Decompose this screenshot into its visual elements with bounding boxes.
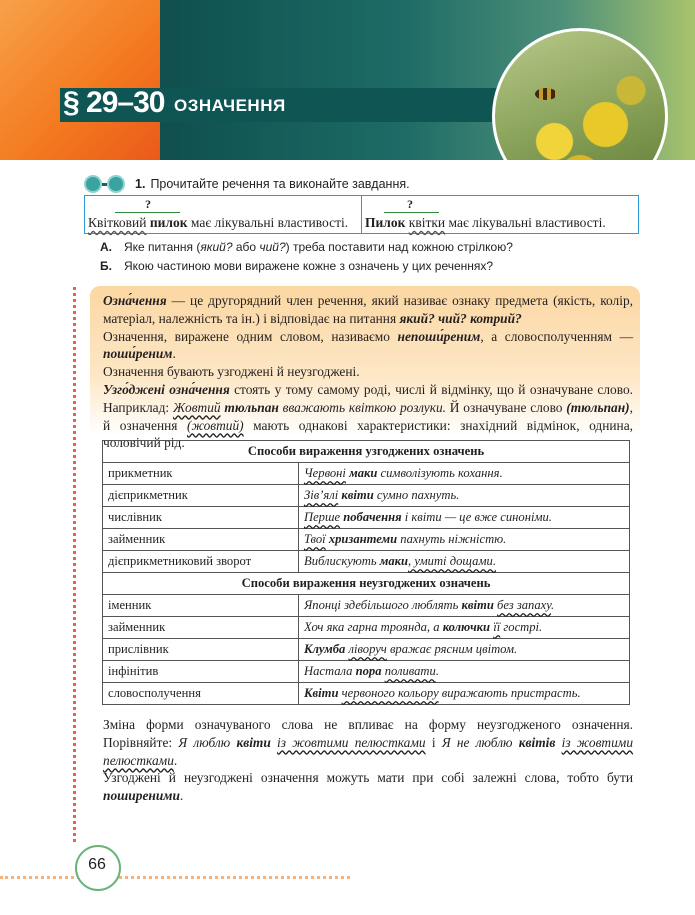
sentence-2	[361, 196, 638, 233]
chapter-header	[0, 0, 695, 160]
orange-hex-pattern	[0, 0, 160, 160]
means-table	[102, 440, 630, 705]
sentence-2-subject: Пилок	[365, 215, 406, 230]
sentence-1-attribute: Квітковий	[88, 215, 147, 230]
table-row: прислівник Клумба ліворуч вражає рясним цвітом.	[103, 639, 630, 661]
definition-extended: Означення, виражене одним словом, називаємо непоши́реним, а словосполученням — поши́реним.	[103, 328, 633, 362]
question-mark: ?	[145, 197, 151, 211]
comparison-paragraph: Зміна форми означуваного слова не впливає на форму неузгодженого означення. Порівняйте: Я люблю квіти із жовтими пелюстками і Я не люблю квітів із жовтими пелюстками.	[103, 717, 634, 768]
sentence-1	[85, 196, 361, 233]
table-row: словосполучення Квіти червоного кольору виражають пристрасть.	[103, 683, 630, 705]
sentence-1-subject: пилок	[149, 215, 188, 230]
page-number: 66	[88, 856, 106, 873]
glasses-icon	[84, 175, 125, 193]
task-number: 1.	[135, 177, 146, 191]
dotted-margin-line	[73, 287, 76, 842]
definition-types: Означення бувають узгоджені й неузгоджені.	[103, 364, 360, 380]
table-row: займенник Хоч яка гарна троянда, а колючки її гострі.	[103, 617, 630, 639]
page-title: ОЗНАЧЕННЯ	[174, 96, 286, 115]
table-heading-row: Способи вираження узгоджених означень	[103, 441, 630, 463]
theory-text	[103, 292, 633, 452]
definition-agreed: Узго́джені озна́чення стоять у тому самому роді, числі й відмінку, що й означуване слово. Наприклад: Жовтий тюльпан вважають квіткою розлуки. Й означуване слово (тюльпан), й означення (жовтий) мають однакові характеристики: знахідний відмінок, однина, чоловічий рід.	[103, 381, 633, 451]
table-row: інфінітив Настала пора поливати.	[103, 661, 630, 683]
table-heading-row: Способи вираження неузгоджених означень	[103, 573, 630, 595]
bottom-explanation	[103, 716, 633, 805]
task-text: Прочитайте речення та виконайте завдання.	[150, 177, 410, 191]
arrow-icon	[115, 212, 180, 213]
table-row: дієприкметник Зів’ялі квіти сумно пахнуть.	[103, 485, 630, 507]
table-row: іменник Японці здебільшого люблять квіти без запаху.	[103, 595, 630, 617]
table-row: числівник Перше побачення і квіти — це вже синоніми.	[103, 507, 630, 529]
bee-icon	[535, 88, 557, 100]
sentence-2-attribute: квітки	[408, 215, 446, 230]
definition: Озна́чення — це другорядний член речення, який називає ознаку предмета (якість, колір, матеріал, належність та ін.) і відповідає на питання який? чий? котрий?	[103, 293, 633, 326]
arrow-icon	[384, 212, 439, 213]
table-row: дієприкметниковий зворот Виблискують маки, умиті дощами.	[103, 551, 630, 573]
question-a: А. Яке питання (який? або чий?) треба поставити над кожною стрілкою?	[100, 240, 513, 254]
question-mark: ?	[407, 197, 413, 211]
example-sentences-box	[84, 195, 639, 234]
table-row: займенник Твої хризантеми пахнуть ніжністю.	[103, 529, 630, 551]
task-instruction	[84, 175, 410, 193]
sentence-2-rest: має лікувальні властивості.	[448, 215, 606, 230]
table-row: прикметник Червоні маки символізують кохання.	[103, 463, 630, 485]
paragraph-number: § 29–30	[63, 86, 165, 119]
footer-dotted-line	[0, 876, 350, 879]
sentence-1-rest: має лікувальні властивості.	[190, 215, 349, 230]
extended-note: Узгоджені й неузгоджені означення можуть мати при собі залежні слова, тобто бути поширеними.	[103, 770, 633, 804]
question-b: Б. Якою частиною мови виражене кожне з означень у цих реченнях?	[100, 259, 494, 273]
